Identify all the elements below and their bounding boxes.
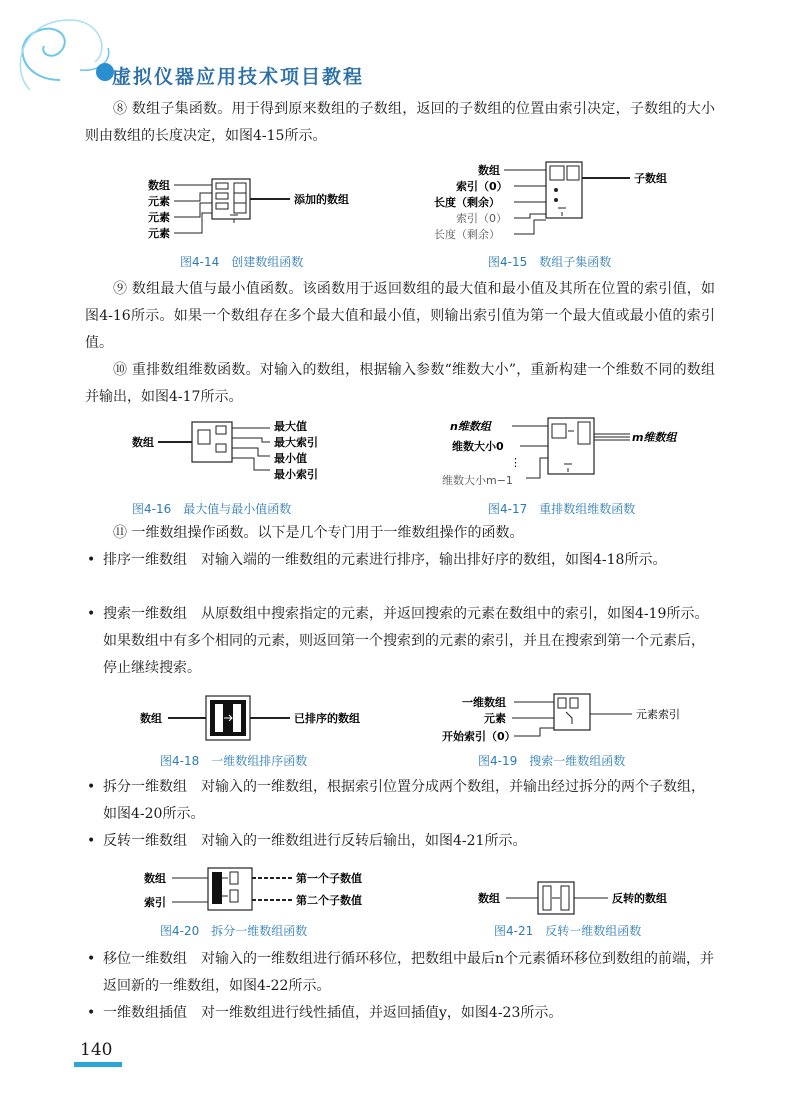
label-element: 元素 [148, 195, 170, 208]
split-node-icon [208, 868, 252, 910]
caption-4-16: 图4-16 最大值与最小值函数 [132, 502, 292, 516]
label-element: 元素 [148, 211, 170, 224]
reverse-node-icon [538, 882, 574, 914]
bullet-term: 移位一维数组 [103, 951, 187, 967]
label-min: 最小值 [274, 452, 307, 465]
label-ellipsis: ⋮ [510, 456, 521, 469]
figure-4-14-build-array [140, 175, 360, 247]
label-appended-array: 添加的数组 [294, 193, 349, 206]
label-index: 索引（0） [456, 180, 508, 193]
bullet-term: 拆分一维数组 [103, 779, 187, 795]
label-element: 元素 [148, 227, 170, 240]
sort-node-icon [206, 696, 250, 740]
bullet-reverse-1d-array [85, 828, 715, 855]
label-array: 数组 [148, 179, 170, 192]
figure-4-15-array-subset [430, 160, 690, 246]
paragraph-array-max-min: ⑨ 数组最大值与最小值函数。该函数用于返回数组的最大值和最小值及其所在位置的索引值，如图4-16所示。如果一个数组存在多个最大值和最小值，则输出索引值为第一个最大值或最小值的索引值。 [85, 281, 715, 351]
label-array: 数组 [478, 164, 500, 177]
bullet-term: 一维数组插值 [103, 1005, 187, 1021]
label-array: 数组 [478, 892, 500, 905]
label-element: 元素 [484, 712, 506, 725]
label-second-subarray: 第二个子数值 [296, 894, 362, 907]
figure-4-21-reverse [476, 880, 696, 916]
label-max-index: 最大索引 [274, 436, 318, 449]
label-dim-size-0: 维数大小0 [452, 440, 504, 453]
build-array-node-icon [212, 179, 250, 223]
caption-4-20: 图4-20 拆分一维数组函数 [160, 924, 308, 938]
label-reversed-array: 反转的数组 [612, 892, 667, 905]
label-first-subarray: 第一个子数值 [296, 872, 362, 885]
bullet-split-1d-array [85, 774, 715, 828]
bullet-term: 反转一维数组 [103, 833, 187, 849]
bullet-text: 对输入的一维数组进行循环移位，把数组中最后n个元素循环移位到数组的前端，并返回新的一维数组，如图4-22所示。 [103, 951, 715, 994]
reshape-node-icon [548, 418, 594, 474]
label-start-index: 开始索引（0） [442, 730, 516, 743]
label-1d-array: 一维数组 [462, 696, 506, 709]
label-min-index: 最小索引 [274, 468, 318, 481]
caption-4-14: 图4-14 创建数组函数 [180, 255, 304, 269]
caption-4-15: 图4-15 数组子集函数 [488, 255, 612, 269]
label-sorted-array: 已排序的数组 [294, 712, 360, 725]
bullet-interpolate-1d-array [85, 1000, 715, 1027]
label-array: 数组 [144, 872, 166, 885]
caption-4-21: 图4-21 反转一维数组函数 [494, 924, 642, 938]
caption-4-19: 图4-19 搜索一维数组函数 [478, 754, 626, 768]
bullet-text: 从原数组中搜索指定的元素，并返回搜索的元素在数组中的索引，如图4-19所示。如果数组中有多个相同的元素，则返回第一个搜索到的元素的索引，并且在搜索到第一个元素后，停止继续搜索。 [103, 606, 709, 676]
label-n-dim-array: n维数组 [450, 420, 491, 433]
page-number: 140 [80, 1040, 113, 1060]
paragraph-array-subset: ⑧ 数组子集函数。用于得到原来数组的子数组，返回的子数组的位置由索引决定，子数组的大小则由数组的长度决定，如图4-15所示。 [85, 101, 715, 144]
figure-4-18-sort [138, 694, 378, 742]
label-subarray: 子数组 [634, 172, 667, 185]
label-m-dim-array: m维数组 [632, 431, 677, 444]
bullet-term: 搜索一维数组 [103, 606, 187, 622]
paragraph-reshape-array: ⑩ 重排数组维数函数。对输入的数组，根据输入参数“维数大小”，重新构建一个维数不同的数组并输出，如图4-17所示。 [85, 362, 715, 405]
figure-4-17-reshape [440, 416, 700, 492]
figure-4-16-max-min [130, 418, 360, 490]
caption-4-17: 图4-17 重排数组维数函数 [488, 502, 636, 516]
bullet-rotate-1d-array [85, 946, 715, 1000]
bullet-text: 对输入的一维数组进行反转后输出，如图4-21所示。 [201, 833, 527, 849]
label-index-2: 索引（0） [456, 212, 507, 225]
bullet-text: 对输入端的一维数组的元素进行排序，输出排好序的数组，如图4-18所示。 [201, 552, 667, 568]
caption-4-18: 图4-18 一维数组排序函数 [160, 754, 308, 768]
array-subset-node-icon [546, 162, 582, 218]
label-max: 最大值 [274, 420, 307, 433]
figure-4-19-search [440, 692, 700, 748]
search-node-icon [554, 694, 590, 730]
label-element-index: 元素索引 [636, 708, 680, 721]
label-array: 数组 [132, 436, 154, 449]
label-dim-size-m: 维数大小m−1 [442, 474, 513, 487]
bullet-term: 排序一维数组 [103, 552, 187, 568]
max-min-node-icon [192, 422, 232, 462]
bullet-text: 对输入的一维数组，根据索引位置分成两个数组，并输出经过拆分的两个子数组，如图4-20所示。 [103, 779, 705, 822]
book-title: 虚拟仪器应用技术项目教程 [112, 66, 365, 88]
label-length-2: 长度（剩余） [434, 228, 500, 241]
label-array: 数组 [140, 712, 162, 725]
bullet-search-1d-array [85, 601, 715, 682]
page-header [0, 0, 800, 100]
label-length: 长度（剩余） [434, 196, 500, 209]
paragraph-1d-array-ops: ⑪ 一维数组操作函数。以下是几个专门用于一维数组操作的函数。 [113, 525, 524, 541]
page-number-bar [74, 1062, 122, 1067]
label-index: 索引 [144, 896, 166, 909]
bullet-sort-1d-array [85, 547, 715, 574]
bullet-text: 对一维数组进行线性插值，并返回插值y，如图4-23所示。 [201, 1005, 563, 1021]
figure-4-20-split [142, 866, 382, 912]
